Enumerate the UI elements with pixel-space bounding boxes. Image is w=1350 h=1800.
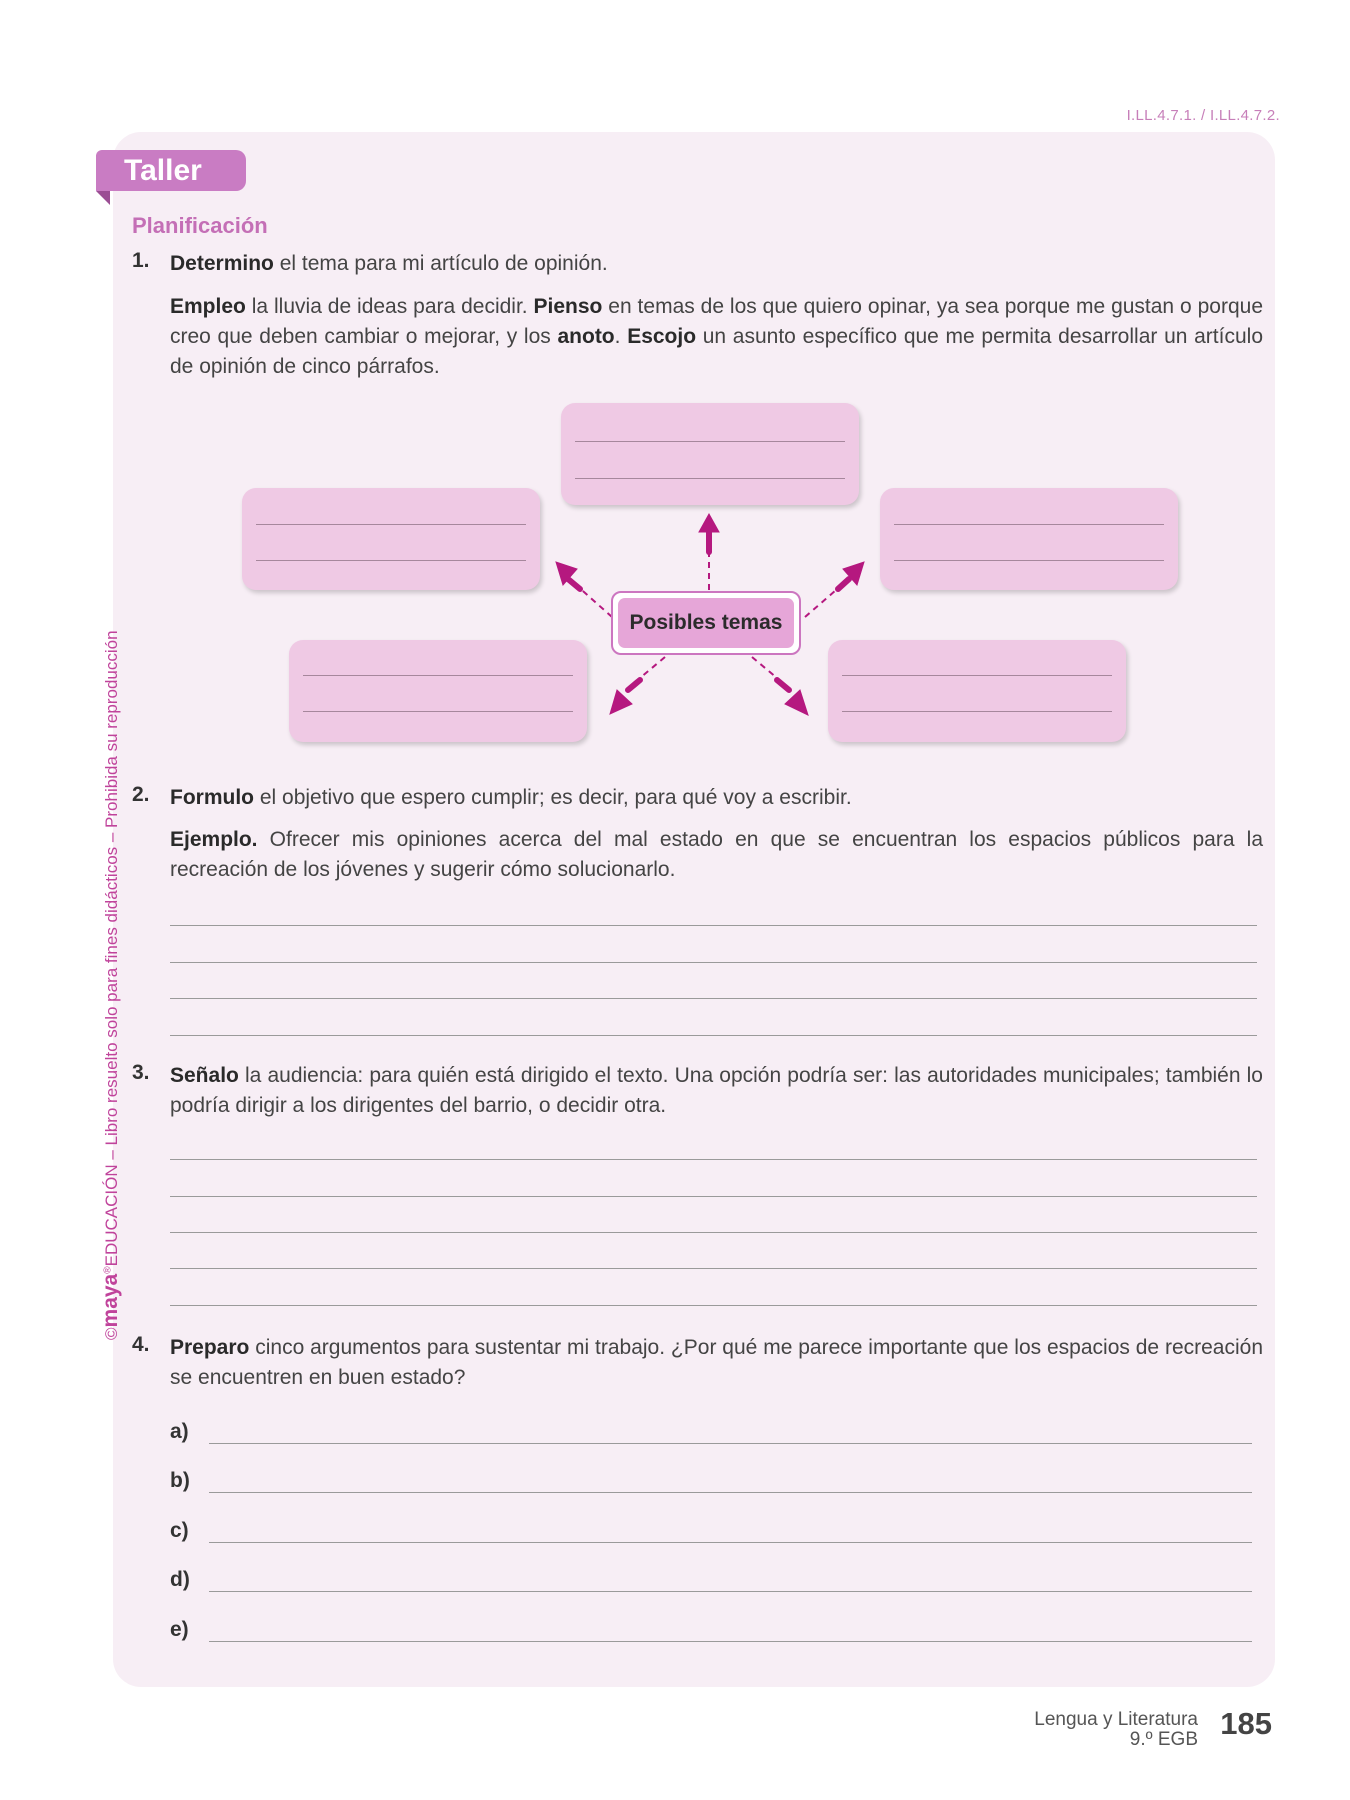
- q2-example: [170, 825, 1263, 885]
- connector-bottom-left: [640, 657, 665, 678]
- topic-box-lower-right[interactable]: [828, 640, 1126, 742]
- center-topic-box: [611, 591, 801, 655]
- q2-example-label: Ejemplo.: [170, 828, 258, 851]
- q2-example-text: Ofrecer mis opiniones acerca del mal estado en que se encuentran los espacios públicos para la recreación de los jóvenes y sugerir cómo solucionarlo.: [170, 828, 1263, 881]
- q4-text: cinco argumentos para sustentar mi trabajo. ¿Por qué me parece importante que los espacios de recreación se encuentren en buen estado?: [170, 1336, 1263, 1389]
- arrow-top-head: [699, 514, 719, 532]
- sidebar-text: EDUCACIÓN – Libro resuelto solo para fines didácticos – Prohibida su reproducción: [102, 630, 121, 1267]
- diagram-arrows: [0, 0, 1350, 800]
- q4-number: 4.: [132, 1333, 150, 1356]
- q3-answer-line-4[interactable]: [170, 1268, 1257, 1269]
- arrow-top-right-shaft: [838, 579, 849, 589]
- q1-text: el tema para mi artículo de opinión.: [273, 252, 608, 275]
- q1-p-bold-2: Pienso: [533, 295, 603, 318]
- q4-answer-line-d[interactable]: [209, 1591, 1252, 1592]
- q4-answer-line-a[interactable]: [209, 1443, 1252, 1444]
- q4-letter-b: b): [170, 1469, 190, 1492]
- section-subtitle: Planificación: [132, 213, 268, 238]
- arrow-top-left-shaft: [568, 579, 580, 589]
- q1-verb: Determino: [170, 252, 274, 275]
- q3-answer-line-3[interactable]: [170, 1232, 1257, 1233]
- q2-verb: Formulo: [170, 786, 254, 809]
- arrow-bottom-right-shaft: [777, 680, 789, 690]
- topic-box-upper-right[interactable]: [880, 488, 1178, 590]
- footer-subject: [1034, 1710, 1198, 1750]
- topic-box-upper-left[interactable]: [242, 488, 540, 590]
- q3-answer-line-1[interactable]: [170, 1159, 1257, 1160]
- brand-logo: maya: [99, 1273, 122, 1328]
- q4-verb: Preparo: [170, 1336, 250, 1359]
- q2-answer-line-4[interactable]: [170, 1035, 1257, 1036]
- q3-answer-line-5[interactable]: [170, 1305, 1257, 1306]
- registered-mark: ®: [102, 1266, 114, 1274]
- q2-number: 2.: [132, 783, 150, 806]
- q4-letter-a: a): [170, 1420, 189, 1443]
- topic-box-top[interactable]: [561, 403, 859, 505]
- copyright-symbol: ©: [102, 1327, 121, 1340]
- q1-p-text-4: un asunto específico que me permita desarrollar un artículo de opinión de cinco párrafos.: [170, 325, 1263, 378]
- q1-p-text-2: en temas de los que quiero opinar, ya sea porque me gustan o porque creo que deben cambiar o mejorar, y los: [170, 295, 1263, 348]
- topic-box-lower-left[interactable]: [289, 640, 587, 742]
- q4-letter-c: c): [170, 1519, 189, 1542]
- q2-instruction: [170, 783, 1263, 813]
- q3-text: la audiencia: para quién está dirigido el texto. Una opción podría ser: las autoridades municipales; también lo podría dirigir a los dirigentes del barrio, o decidir otra.: [170, 1064, 1263, 1117]
- section-tab: Taller: [96, 150, 246, 191]
- q3-instruction: [170, 1061, 1263, 1121]
- q1-p-bold-1: Empleo: [170, 295, 246, 318]
- q3-answer-line-2[interactable]: [170, 1196, 1257, 1197]
- q4-letter-e: e): [170, 1618, 189, 1641]
- footer-grade: 9.º EGB: [1129, 1729, 1198, 1750]
- q2-answer-line-1[interactable]: [170, 925, 1257, 926]
- arrow-bottom-left-shaft: [628, 680, 640, 690]
- q4-answer-line-e[interactable]: [209, 1641, 1252, 1642]
- q4-instruction: [170, 1333, 1263, 1393]
- q1-number: 1.: [132, 249, 150, 272]
- footer-subject-name: Lengua y Literatura: [1034, 1709, 1198, 1730]
- q1-p-bold-4: Escojo: [627, 325, 697, 348]
- q4-letter-d: d): [170, 1568, 190, 1591]
- arrow-bottom-right-head: [785, 690, 808, 715]
- q1-p-bold-3: anoto: [557, 325, 615, 348]
- q2-answer-line-3[interactable]: [170, 998, 1257, 999]
- q2-answer-line-2[interactable]: [170, 962, 1257, 963]
- q3-number: 3.: [132, 1061, 150, 1084]
- q1-p-text-1: la lluvia de ideas para decidir.: [245, 295, 534, 318]
- indicator-code: I.LL.4.7.1. / I.LL.4.7.2.: [1126, 107, 1280, 124]
- q2-text: el objetivo que espero cumplir; es decir, para qué voy a escribir.: [254, 786, 852, 809]
- center-topic-label: Posibles temas: [618, 598, 794, 648]
- page-number: 185: [1220, 1706, 1272, 1741]
- q4-answer-line-c[interactable]: [209, 1542, 1252, 1543]
- connector-bottom-right: [752, 657, 777, 678]
- q3-verb: Señalo: [170, 1064, 239, 1087]
- q1-p-text-3: .: [614, 325, 628, 348]
- arrow-bottom-left-head: [610, 690, 632, 714]
- q4-answer-line-b[interactable]: [209, 1492, 1252, 1493]
